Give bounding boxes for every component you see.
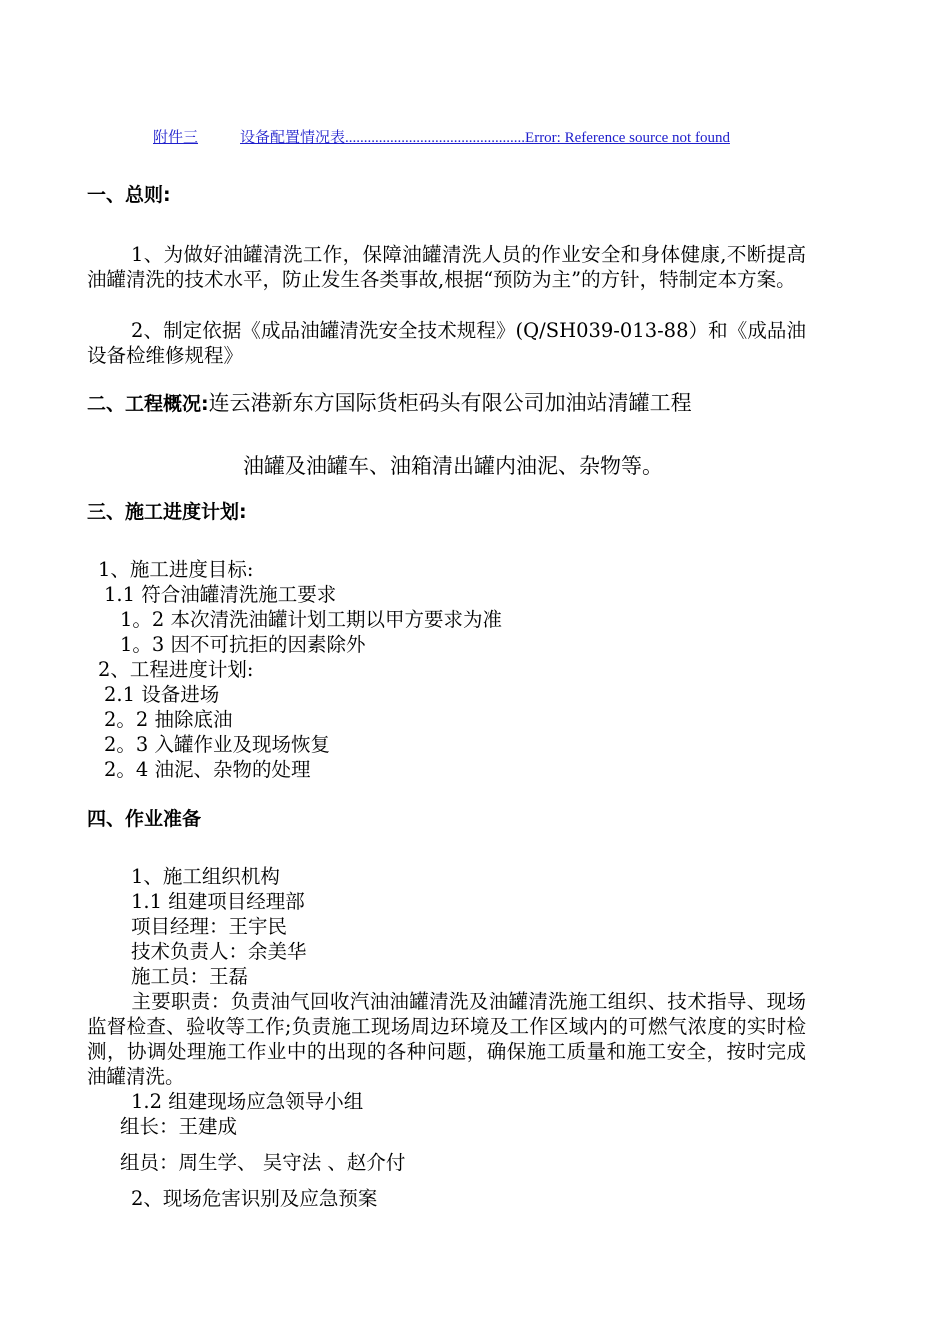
schedule-plan-2: 2。2 抽除底油: [104, 708, 233, 731]
schedule-goal: 1、施工进度目标:: [98, 558, 254, 581]
overview-text: 连云港新东方国际货柜码头有限公司加油站清罐工程: [208, 391, 692, 415]
heading-overview: 二、工程概况:: [87, 393, 209, 415]
toc-page-ref: Error: Reference source not found: [525, 130, 730, 146]
prep-org-1: 1.1 组建项目经理部: [131, 890, 305, 913]
schedule-plan-4: 2。4 油泥、杂物的处理: [104, 758, 311, 781]
toc-label: 附件三: [153, 130, 199, 146]
schedule-goal-3: 1。3 因不可抗拒的因素除外: [120, 633, 366, 656]
prep-hazard: 2、现场危害识别及应急预案: [131, 1187, 378, 1210]
toc-dots: ................................................: [345, 130, 526, 146]
prep-worker: 施工员：王磊: [131, 965, 249, 988]
schedule-plan-1: 2.1 设备进场: [104, 683, 220, 706]
toc-title: 设备配置情况表: [240, 130, 346, 146]
toc-entry-link[interactable]: [153, 126, 730, 147]
schedule-goal-2: 1。2 本次清洗油罐计划工期以甲方要求为准: [120, 608, 503, 631]
general-paragraph-1: [87, 242, 806, 292]
prep-manager: 项目经理：王宇民: [131, 915, 288, 938]
general-p2-text: 2、制定依据《成品油罐清洗安全技术规程》(Q/SH039-013-88）和《成品油设备检维修规程》: [87, 319, 806, 367]
schedule-plan: 2、工程进度计划:: [98, 658, 254, 681]
prep-tech-lead: 技术负责人：余美华: [131, 940, 307, 963]
prep-org: 1、施工组织机构: [131, 865, 280, 888]
overview-line: [87, 387, 692, 417]
prep-leader: 组长：王建成: [120, 1115, 238, 1138]
prep-duty-paragraph: [87, 989, 806, 1089]
prep-org-2: 1.2 组建现场应急领导小组: [131, 1090, 364, 1113]
heading-schedule: 三、施工进度计划:: [87, 501, 247, 523]
prep-duty-text: 主要职责：负责油气回收汽油油罐清洗及油罐清洗施工组织、技术指导、现场监督检查、验收等工作;负责施工现场周边环境及工作区域内的可燃气浓度的实时检测，协调处理施工作业中的出现的各种问题，确保施工质量和施工安全，按时完成油罐清洗。: [87, 990, 806, 1088]
schedule-goal-1: 1.1 符合油罐清洗施工要求: [104, 583, 337, 606]
prep-members: 组员：周生学、 吴守法 、赵介付: [120, 1151, 406, 1174]
schedule-plan-3: 2。3 入罐作业及现场恢复: [104, 733, 331, 756]
heading-general: 一、总则:: [87, 184, 171, 206]
heading-prep: 四、作业准备: [87, 808, 202, 830]
general-p1-text: 1、为做好油罐清洗工作，保障油罐清洗人员的作业安全和身体健康,不断提高油罐清洗的技术水平，防止发生各类事故,根据“预防为主”的方针，特制定本方案。: [87, 243, 806, 291]
overview-scope: 油罐及油罐车、油箱清出罐内油泥、杂物等。: [243, 454, 663, 478]
general-paragraph-2: [87, 318, 806, 368]
